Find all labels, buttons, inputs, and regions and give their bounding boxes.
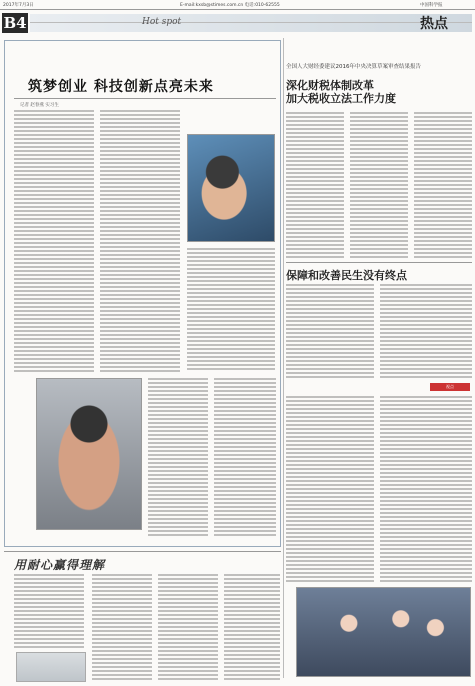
lead-text-col-3	[187, 248, 275, 372]
sub-story-title: 保障和改善民生没有终点	[286, 269, 407, 282]
bottom-story-title: 用耐心赢得理解	[14, 558, 106, 572]
right-text-col-3	[414, 112, 472, 258]
title-rule	[14, 98, 276, 99]
section-title-cn: 热点	[420, 16, 448, 32]
issue-date: 2017年7月3日	[3, 3, 34, 8]
right-story-rule	[286, 262, 472, 263]
bottom-text-col-3	[158, 574, 218, 682]
lead-text-col-2	[100, 110, 180, 372]
right-text-col-2	[350, 112, 408, 258]
paper-name: 中国科学报	[420, 3, 443, 8]
lead-story-title: 筑梦创业 科技创新点亮未来	[28, 79, 214, 95]
contact-info: E-mail:kxsb@stimes.com.cn 电话:010-62555	[180, 3, 280, 8]
right-story-kicker: 全国人大财经委建议2016年中央决算草案审查结果报告	[286, 64, 421, 70]
photo-graduates	[296, 587, 471, 677]
right-story-title	[286, 79, 396, 105]
edition-badge: B4	[3, 14, 27, 32]
lead-story-byline: 记者 赵春燕 实习生	[20, 103, 59, 108]
lead-text-col-1	[14, 110, 94, 372]
sub-text-col-4	[380, 396, 472, 582]
sub-text-col-2	[380, 284, 472, 380]
photo-child-vr	[187, 134, 275, 242]
bottom-text-col-4	[224, 574, 280, 682]
right-story-title-line-2: 加大税收立法工作力度	[286, 92, 396, 105]
right-text-col-1	[286, 112, 344, 258]
header-rule	[0, 9, 475, 10]
photo-vr-headset	[36, 378, 142, 530]
right-story-title-line-1: 深化财税体制改革	[286, 79, 374, 92]
sub-text-col-1	[286, 284, 374, 380]
section-title-en: Hot spot	[142, 17, 182, 27]
column-divider	[283, 38, 284, 678]
lead-text-col-4	[148, 378, 208, 538]
lead-text-col-5	[214, 378, 276, 538]
bottom-text-col-1	[14, 574, 84, 648]
section-banner	[30, 14, 472, 32]
callout-tag: 视点	[430, 383, 470, 391]
sub-text-col-3	[286, 396, 374, 582]
book-promo-image	[16, 652, 86, 682]
bottom-rule	[4, 551, 281, 552]
bottom-text-col-2	[92, 574, 152, 682]
